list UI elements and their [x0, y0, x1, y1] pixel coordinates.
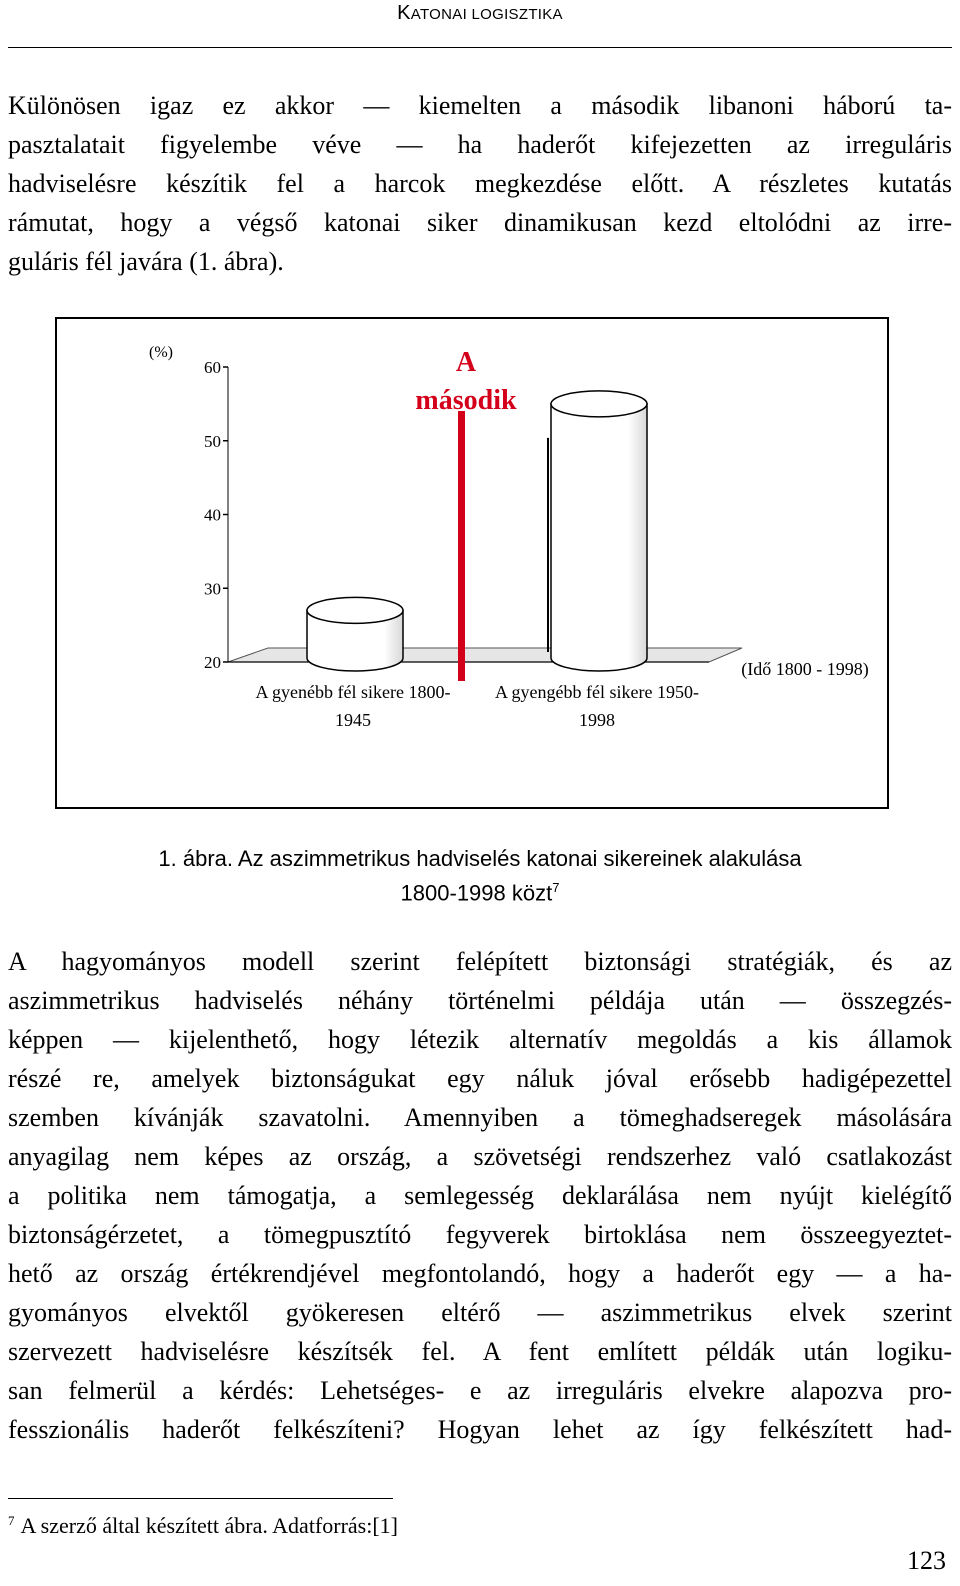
footnote	[8, 1513, 398, 1539]
x-axis-label: (Idő 1800 - 1998)	[741, 659, 869, 679]
header-rule	[8, 47, 952, 48]
caption-text: 1800-1998 közt	[400, 880, 553, 906]
annotation	[415, 347, 517, 681]
text-line: Különösen igaz ez akkor — kiemelten a második libanoni háború ta-	[8, 91, 952, 120]
text-line: a politika nem támogatja, a semlegesség deklarálása nem nyújt kielégítő	[8, 1181, 952, 1210]
x-tick-label: A gyengébb fél sikere 1950-	[495, 682, 699, 702]
y-tick-label: 50	[204, 431, 221, 451]
text-line: aszimmetrikus hadviselés néhány történelmi példája után — összegzés-	[8, 986, 952, 1015]
y-tick-label: 30	[204, 579, 221, 599]
text-line: pasztalatait figyelembe véve — ha haderőt kifejezetten az irreguláris	[8, 130, 952, 159]
figure-caption-line-2	[0, 880, 960, 906]
text-line: hadviselésre készítik fel a harcok megkezdése előtt. A részletes kutatás	[8, 169, 952, 198]
page-number: 123	[907, 1546, 946, 1575]
y-tick-label: 20	[204, 653, 221, 672]
annotation-line	[458, 411, 465, 681]
footnote-reference: 7	[552, 880, 560, 895]
text-line: hető az ország értékrendjével megfontolandó, hogy a haderőt egy — a ha-	[8, 1259, 952, 1288]
running-head	[0, 2, 960, 25]
text-line: biztonságérzetet, a tömegpusztító fegyverek birtoklása nem összeegyeztet-	[8, 1220, 952, 1249]
bar	[548, 391, 647, 671]
bar-top	[551, 391, 647, 417]
text-line: szemben kívánják szavatolni. Amennyiben a tömeghadseregek másolására	[8, 1103, 952, 1132]
text-line: részé re, amelyek biztonságukat egy náluk jóval erősebb hadigépezettel	[8, 1064, 952, 1093]
x-tick-label: 1998	[579, 710, 615, 730]
text-line: anyagilag nem képes az ország, a szövetségi rendszerhez való csatlakozást	[8, 1142, 952, 1171]
text-line: szervezett hadviselésre készítsék fel. A fent említett példák után logiku-	[8, 1337, 952, 1366]
y-tick-label: 60	[204, 358, 221, 377]
paragraph-1	[8, 86, 952, 281]
text-line: fesszionális haderőt felkészíteni? Hogyan lehet az így felkészített had-	[8, 1415, 952, 1444]
text-line: gyományos elvektől gyökeresen eltérő — aszimmetrikus elvek szerint	[8, 1298, 952, 1327]
figure-frame	[55, 317, 889, 809]
running-head-smallcaps: ATONAI LOGISZTIKA	[410, 6, 563, 23]
footnote-rule	[8, 1498, 393, 1499]
x-tick-label: 1945	[335, 710, 371, 730]
footnote-number: 7	[8, 1513, 15, 1528]
bar-body	[551, 404, 647, 671]
annotation-label: második	[415, 385, 517, 416]
bars	[256, 391, 699, 730]
y-tick-label: 40	[204, 505, 221, 525]
chart-floor	[228, 648, 742, 662]
bar-top	[307, 597, 403, 623]
annotation-label: A	[455, 347, 477, 378]
chart-floor-plane	[228, 648, 742, 662]
y-axis-label: (%)	[149, 344, 173, 361]
y-axis	[204, 358, 228, 672]
text-line: san felmerül a kérdés: Lehetséges- e az irreguláris elvekre alapozva pro-	[8, 1376, 952, 1405]
text-line: A hagyományos modell szerint felépített biztonsági stratégiák, és az	[8, 947, 952, 976]
running-head-initial: K	[397, 2, 411, 24]
x-tick-label: A gyenébb fél sikere 1800-	[255, 682, 451, 702]
bar	[307, 597, 403, 671]
paragraph-2	[8, 942, 952, 1449]
text-line: rámutat, hogy a végső katonai siker dinamikusan kezd eltolódni az irre-	[8, 208, 952, 237]
footnote-text: A szerző által készített ábra. Adatforrás:[1]	[20, 1513, 399, 1538]
figure-caption: 1. ábra. Az aszimmetrikus hadviselés katonai sikereinek alakulása	[158, 846, 802, 871]
text-line: guláris fél javára (1. ábra).	[8, 247, 284, 276]
text-line: képpen — kijelenthető, hogy létezik alternatív megoldás a kis államok	[8, 1025, 952, 1054]
bar-chart	[57, 319, 891, 811]
